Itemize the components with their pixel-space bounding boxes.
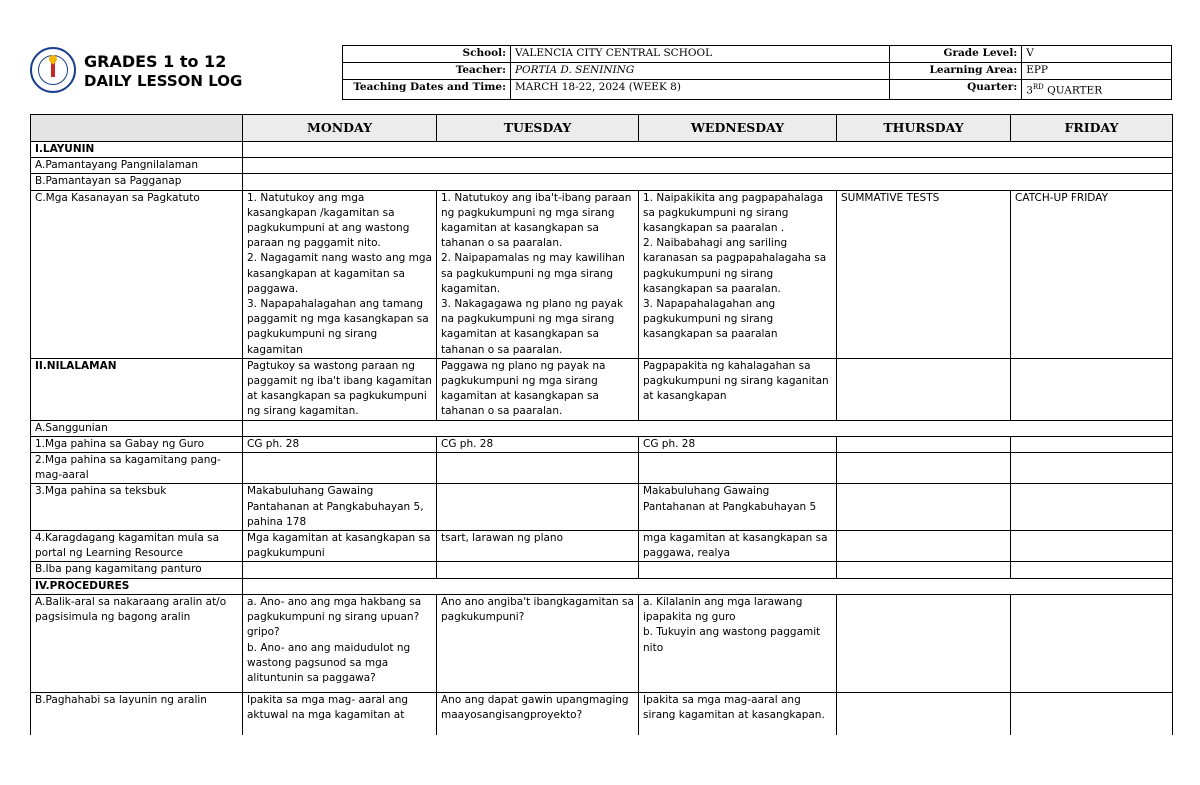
gabay-wednesday: CG ph. 28 xyxy=(639,436,837,452)
kagamitang-friday xyxy=(1011,453,1173,484)
doc-title-dll: DAILY LESSON LOG xyxy=(84,72,243,90)
karagdagang-tuesday: tsart, larawan ng plano xyxy=(437,531,639,562)
row-label-panturo: B.Iba pang kagamitang panturo xyxy=(31,562,243,578)
gabay-thursday xyxy=(837,436,1011,452)
panturo-friday xyxy=(1011,562,1173,578)
quarter-value: 3RD QUARTER xyxy=(1022,80,1172,100)
paghahabi-tuesday: Ano ang dapat gawin upangmaging maayosangisangproyekto? xyxy=(437,692,639,752)
row-procedures xyxy=(31,578,1173,594)
teksbuk-wednesday: Makabuluhang Gawaing Pantahanan at Pangkabuhayan 5 xyxy=(639,484,837,531)
nilalaman-tuesday: Paggawa ng plano ng payak na pagkukumpuni ng mga sirang kagamitan at kasangkapan sa tahanan o sa paaralan. xyxy=(437,358,639,420)
row-label-paghahabi: B.Paghahabi sa layunin ng aralin xyxy=(31,692,243,752)
pamantayang-span-cell xyxy=(243,158,1173,174)
kagamitang-thursday xyxy=(837,453,1011,484)
balik-aral-friday xyxy=(1011,594,1173,692)
nilalaman-friday xyxy=(1011,358,1173,420)
panturo-thursday xyxy=(837,562,1011,578)
row-label-nilalaman: II.NILALAMAN xyxy=(31,358,243,420)
day-header-monday: MONDAY xyxy=(243,115,437,142)
balik-aral-wednesday: a. Kilalanin ang mga larawang ipapakita ng guro b. Tukuyin ang wastong paggamit nito xyxy=(639,594,837,692)
kasanayan-friday: CATCH-UP FRIDAY xyxy=(1011,190,1173,358)
day-header-thursday: THURSDAY xyxy=(837,115,1011,142)
row-teksbuk xyxy=(31,484,1173,531)
row-label-teksbuk: 3.Mga pahina sa teksbuk xyxy=(31,484,243,531)
sanggunian-span-cell xyxy=(243,420,1173,436)
teksbuk-monday: Makabuluhang Gawaing Pantahanan at Pangkabuhayan 5, pahina 178 xyxy=(243,484,437,531)
header-row-teacher xyxy=(343,63,1172,80)
row-label-kagamitang: 2.Mga pahina sa kagamitang pang-mag-aaral xyxy=(31,453,243,484)
day-header-tuesday: TUESDAY xyxy=(437,115,639,142)
row-label-balik-aral: A.Balik-aral sa nakaraang aralin at/o pagsisimula ng bagong aralin xyxy=(31,594,243,692)
kagamitang-tuesday xyxy=(437,453,639,484)
teacher-label: Teacher: xyxy=(343,63,511,80)
karagdagang-wednesday: mga kagamitan at kasangkapan sa paggawa, realya xyxy=(639,531,837,562)
balik-aral-tuesday: Ano ano angiba't ibangkagamitan sa pagkukumpuni? xyxy=(437,594,639,692)
kagamitang-wednesday xyxy=(639,453,837,484)
grade-level-label: Grade Level: xyxy=(890,46,1022,63)
row-sanggunian xyxy=(31,420,1173,436)
row-label-procedures: IV.PROCEDURES xyxy=(31,578,243,594)
procedures-span-cell xyxy=(243,578,1173,594)
header-row-dates xyxy=(343,80,1172,100)
day-header-friday: FRIDAY xyxy=(1011,115,1173,142)
row-nilalaman xyxy=(31,358,1173,420)
row-label-karagdagang: 4.Karagdagang kagamitan mula sa portal ng Learning Resource xyxy=(31,531,243,562)
row-kasanayan xyxy=(31,190,1173,358)
row-label-layunin: I.LAYUNIN xyxy=(31,142,243,158)
row-label-sanggunian: A.Sanggunian xyxy=(31,420,243,436)
karagdagang-friday xyxy=(1011,531,1173,562)
row-label-gabay: 1.Mga pahina sa Gabay ng Guro xyxy=(31,436,243,452)
lesson-log-table xyxy=(30,114,1173,753)
nilalaman-monday: Pagtukoy sa wastong paraan ng paggamit ng iba't ibang kagamitan at kasangkapan sa pagkukumpuni ng sirang kagamitan. xyxy=(243,358,437,420)
karagdagang-thursday xyxy=(837,531,1011,562)
dates-label: Teaching Dates and Time: xyxy=(343,80,511,100)
kasanayan-tuesday: 1. Natutukoy ang iba't-ibang paraan ng pagkukumpuni ng mga sirang kagamitan at kasangkapan sa tahanan o sa paaralan. 2. Naipapamalas ng may kawilihan sa pagkukumpuni ng mga sirang kagamitan. 3. Nakagagawa ng plano ng payak na pagkukumpuni ng mga sirang kagamitan at kasangkapan sa tahanan o sa paaralan. xyxy=(437,190,639,358)
gabay-friday xyxy=(1011,436,1173,452)
kasanayan-monday: 1. Natutukoy ang mga kasangkapan /kagamitan sa pagkukumpuni at ang wastong paraan ng paggamit nito. 2. Nagagamit nang wasto ang mga kasangkapan at kagamitan sa paggawa. 3. Napapahalagahan ang tamang paggamit ng mga kasangkapan sa pagkukumpuni ng sirang kagamitan xyxy=(243,190,437,358)
panturo-tuesday xyxy=(437,562,639,578)
row-gabay-guro xyxy=(31,436,1173,452)
row-label-kasanayan: C.Mga Kasanayan sa Pagkatuto xyxy=(31,190,243,358)
row-pamantayan-pagganap xyxy=(31,174,1173,190)
paghahabi-wednesday: Ipakita sa mga mag-aaral ang sirang kagamitan at kasangkapan. xyxy=(639,692,837,752)
teksbuk-friday xyxy=(1011,484,1173,531)
row-layunin xyxy=(31,142,1173,158)
nilalaman-wednesday: Pagpapakita ng kahalagahan sa pagkukumpuni ng sirang kaganitan at kasangkapan xyxy=(639,358,837,420)
row-kagamitang-mag-aaral xyxy=(31,453,1173,484)
row-balik-aral xyxy=(31,594,1173,692)
doc-title-grades: GRADES 1 to 12 xyxy=(84,52,227,71)
row-karagdagang xyxy=(31,531,1173,562)
gabay-monday: CG ph. 28 xyxy=(243,436,437,452)
nilalaman-thursday xyxy=(837,358,1011,420)
row-label-pagganap: B.Pamantayan sa Pagganap xyxy=(31,174,243,190)
kasanayan-wednesday: 1. Naipakikita ang pagpapahalaga sa pagkukumpuni ng sirang kasangkapan sa paaralan . 2. Naibabahagi ang sariling karanasan sa pagpapahalagaha sa pagkukumpuni ng sirang kasangkapan sa paaralan. 3. Napapahalagahan ang pagkukumpuni ng sirang kasangkapan sa paaralan xyxy=(639,190,837,358)
row-label-pamantayang: A.Pamantayang Pangnilalaman xyxy=(31,158,243,174)
gabay-tuesday: CG ph. 28 xyxy=(437,436,639,452)
dates-value: MARCH 18-22, 2024 (WEEK 8) xyxy=(510,80,889,100)
kasanayan-thursday: SUMMATIVE TESTS xyxy=(837,190,1011,358)
school-label: School: xyxy=(343,46,511,63)
corner-cell xyxy=(31,115,243,142)
paghahabi-monday: Ipakita sa mga mag- aaral ang aktuwal na mga kagamitan at xyxy=(243,692,437,752)
row-panturo xyxy=(31,562,1173,578)
teacher-value: PORTIA D. SENINING xyxy=(510,63,889,80)
panturo-wednesday xyxy=(639,562,837,578)
deped-seal-logo xyxy=(30,47,76,93)
day-header-wednesday: WEDNESDAY xyxy=(639,115,837,142)
layunin-span-cell xyxy=(243,142,1173,158)
teksbuk-tuesday xyxy=(437,484,639,531)
day-header-row xyxy=(31,115,1173,142)
pagganap-span-cell xyxy=(243,174,1173,190)
panturo-monday xyxy=(243,562,437,578)
header-row-school xyxy=(343,46,1172,63)
balik-aral-monday: a. Ano- ano ang mga hakbang sa pagkukumpuni ng sirang upuan? gripo? b. Ano- ano ang maidudulot ng wastong pagsunod sa mga alituntunin sa paggawa? xyxy=(243,594,437,692)
page-bottom-margin xyxy=(0,735,1200,785)
grade-level-value: V xyxy=(1022,46,1172,63)
teksbuk-thursday xyxy=(837,484,1011,531)
header-info-table xyxy=(342,45,1172,100)
row-pamantayang-pangnilalaman xyxy=(31,158,1173,174)
learning-area-value: EPP xyxy=(1022,63,1172,80)
kagamitang-monday xyxy=(243,453,437,484)
balik-aral-thursday xyxy=(837,594,1011,692)
learning-area-label: Learning Area: xyxy=(890,63,1022,80)
quarter-label: Quarter: xyxy=(890,80,1022,100)
karagdagang-monday: Mga kagamitan at kasangkapan sa pagkukumpuni xyxy=(243,531,437,562)
school-value: VALENCIA CITY CENTRAL SCHOOL xyxy=(510,46,889,63)
